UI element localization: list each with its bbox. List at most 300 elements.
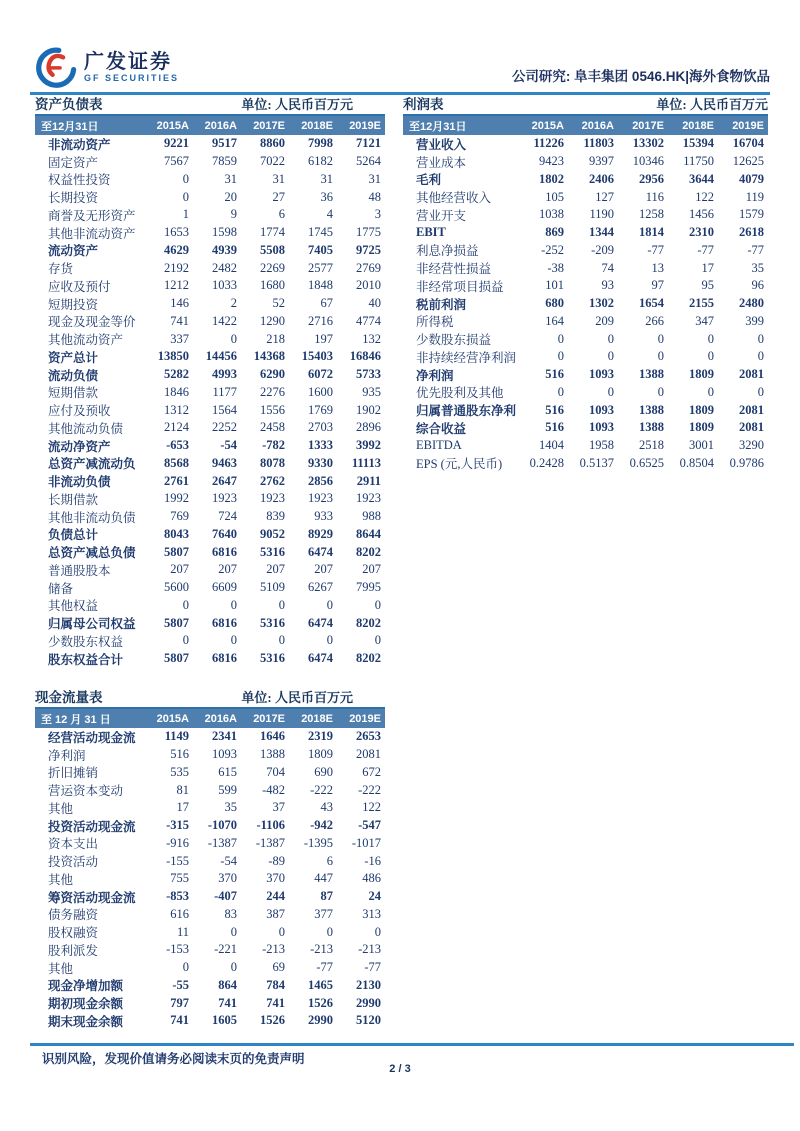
table-row [35, 906, 385, 924]
cell-value: 2480 [739, 296, 764, 311]
cell-value: 1093 [212, 747, 237, 762]
cell-value: 8043 [164, 526, 189, 541]
cell-value: 6072 [308, 367, 333, 382]
row-label: 非流动负债 [48, 475, 111, 490]
cell-value: 1769 [308, 402, 333, 417]
cell-value: 2618 [739, 225, 764, 240]
row-label: 归属母公司权益 [48, 617, 136, 632]
cell-value: 1290 [260, 313, 285, 328]
cell-value: 1923 [212, 491, 237, 506]
cell-value: 0 [657, 349, 664, 364]
cell-value: -482 [262, 782, 285, 797]
cell-value: 0 [707, 349, 714, 364]
cell-value: 0 [757, 349, 764, 364]
row-label: 资产总计 [48, 350, 99, 365]
cell-value: 1556 [260, 402, 285, 417]
table-row [403, 384, 768, 402]
table-row [35, 188, 385, 206]
column-header: 2015A [156, 119, 189, 132]
cell-value: 11226 [533, 136, 564, 151]
table-row [35, 650, 385, 668]
table-header-row [35, 709, 385, 728]
cell-value: -77 [364, 960, 381, 975]
cell-value: 116 [645, 189, 664, 204]
cell-value: 1149 [164, 729, 189, 744]
row-label: 其他权益 [48, 599, 99, 614]
cell-value: 1923 [356, 491, 381, 506]
cell-value: 516 [545, 367, 564, 382]
cell-value: 9052 [260, 526, 285, 541]
cell-value: 988 [362, 509, 381, 524]
cell-value: 87 [320, 889, 333, 904]
cell-value: 3992 [356, 438, 381, 453]
cell-value: 105 [545, 189, 564, 204]
cell-value: 0 [182, 597, 189, 612]
cell-value: -221 [214, 942, 237, 957]
cell-value: 5264 [356, 154, 381, 169]
cell-value: 6267 [308, 580, 333, 595]
cell-value: 5733 [356, 367, 381, 382]
cell-value: 1564 [212, 402, 237, 417]
cell-value: 0 [757, 331, 764, 346]
cell-value: 0 [230, 597, 237, 612]
cell-value: 741 [266, 995, 285, 1010]
row-label: 投资活动现金流 [48, 819, 136, 834]
row-label: 其他经营收入 [416, 191, 492, 206]
cell-value: 15403 [301, 349, 333, 364]
cell-value: 1923 [260, 491, 285, 506]
cell-value: 784 [266, 977, 285, 992]
cell-value: 1646 [260, 729, 285, 744]
cell-value: 1312 [164, 402, 189, 417]
table-row [35, 781, 385, 799]
column-header: 2019E [732, 119, 764, 132]
cell-value: -55 [172, 977, 189, 992]
table-row [35, 799, 385, 817]
cell-value: 0.2428 [529, 455, 564, 470]
cell-value: 11803 [583, 136, 614, 151]
cell-value: 0 [374, 924, 381, 939]
table-row [35, 597, 385, 615]
table-title: 资产负债表 [35, 97, 103, 112]
cell-value: 31 [320, 171, 333, 186]
cell-value: 0.6525 [629, 455, 664, 470]
cell-value: 7121 [356, 136, 381, 151]
cell-value: 31 [224, 171, 237, 186]
table-row [35, 206, 385, 224]
cell-value: 0 [657, 331, 664, 346]
cell-value: 81 [176, 782, 189, 797]
row-label: 总资产减总负债 [48, 546, 136, 561]
cell-value: 935 [362, 384, 381, 399]
cell-value: 17 [176, 800, 189, 815]
cell-value: 197 [314, 331, 333, 346]
row-label: 综合收益 [416, 421, 467, 436]
cell-value: 2124 [164, 420, 189, 435]
column-header: 2015A [531, 119, 564, 132]
cell-value: 8929 [308, 526, 333, 541]
cell-value: 704 [266, 764, 285, 779]
cell-value: 370 [266, 871, 285, 886]
cell-value: -1106 [256, 818, 285, 833]
cell-value: -213 [262, 942, 285, 957]
cell-value: 869 [545, 225, 564, 240]
cell-value: 1333 [308, 438, 333, 453]
table-row [35, 852, 385, 870]
table-body [35, 728, 385, 1030]
cell-value: 35 [224, 800, 237, 815]
cell-value: 2716 [308, 313, 333, 328]
table-row [35, 561, 385, 579]
cell-value: 6474 [308, 651, 333, 666]
table-row [35, 295, 385, 313]
table-row [35, 366, 385, 384]
cell-value: -77 [697, 242, 714, 257]
cell-value: 9330 [308, 455, 333, 470]
cell-value: -942 [310, 818, 333, 833]
cell-value: 74 [601, 260, 614, 275]
cell-value: 207 [362, 562, 381, 577]
cell-value: 2406 [589, 171, 614, 186]
cell-value: 9463 [212, 455, 237, 470]
table-row [403, 242, 768, 260]
row-label: 普通股股本 [48, 563, 111, 578]
row-label: 长期投资 [48, 191, 99, 206]
cell-value: 9517 [212, 136, 237, 151]
cell-value: 0 [374, 633, 381, 648]
row-label: 期初现金余额 [48, 997, 124, 1012]
cell-value: 1302 [589, 296, 614, 311]
cell-value: 1388 [639, 420, 664, 435]
table-row [35, 242, 385, 260]
cell-value: 864 [218, 977, 237, 992]
table-row [35, 472, 385, 490]
row-label: 营业收入 [416, 137, 467, 152]
cell-value: 347 [695, 313, 714, 328]
cell-value: 1809 [689, 420, 714, 435]
cell-value: 122 [362, 800, 381, 815]
cell-value: -407 [214, 889, 237, 904]
cell-value: 2081 [739, 420, 764, 435]
row-label: 优先股利及其他 [416, 386, 504, 401]
cell-value: 1177 [212, 384, 237, 399]
cell-value: 8202 [356, 615, 381, 630]
cell-value: -213 [358, 942, 381, 957]
table-row [403, 295, 768, 313]
cell-value: 2911 [356, 473, 381, 488]
table-row [403, 313, 768, 331]
cell-value: 0 [326, 633, 333, 648]
report-category-label: 公司研究: 阜丰集团 0546.HK|海外食物饮品 [511, 69, 770, 84]
cell-value: 2458 [260, 420, 285, 435]
cell-value: 1526 [308, 995, 333, 1010]
row-label: 非经常项目损益 [416, 279, 504, 294]
cell-value: 5807 [164, 651, 189, 666]
cell-value: 8644 [356, 526, 381, 541]
table-unit: 单位: 人民币百万元 [656, 97, 768, 112]
cell-value: 1775 [356, 225, 381, 240]
column-header: 2018E [682, 119, 714, 132]
cell-value: 31 [272, 171, 285, 186]
table-body [35, 135, 385, 668]
cell-value: 797 [170, 995, 189, 1010]
cell-value: 0 [278, 924, 285, 939]
table-row [35, 437, 385, 455]
cell-value: 0 [557, 349, 564, 364]
cell-value: 2155 [689, 296, 714, 311]
row-label: 其他流动负债 [48, 421, 124, 436]
cell-value: 2647 [212, 473, 237, 488]
cell-value: -782 [262, 438, 285, 453]
cell-value: 1600 [308, 384, 333, 399]
table-row [35, 579, 385, 597]
row-label: 经营活动现金流 [48, 730, 136, 745]
row-label: 营业成本 [416, 155, 467, 170]
cell-value: 9423 [539, 154, 564, 169]
row-label: 流动净资产 [48, 439, 111, 454]
cell-value: -89 [268, 853, 285, 868]
column-header: 2018E [301, 712, 333, 725]
table-row [403, 348, 768, 366]
cell-value: 12625 [732, 154, 764, 169]
cell-value: 313 [362, 906, 381, 921]
cell-value: 0.8504 [679, 455, 714, 470]
cell-value: 1846 [164, 384, 189, 399]
row-label: 资本支出 [48, 837, 99, 852]
cell-value: 209 [595, 313, 614, 328]
table-row [35, 941, 385, 959]
cell-value: 2990 [356, 995, 381, 1010]
cell-value: 1 [182, 207, 189, 222]
table-row [35, 171, 385, 189]
cell-value: 1598 [212, 225, 237, 240]
cell-value: 9 [230, 207, 237, 222]
cell-value: 27 [272, 189, 285, 204]
cell-value: 67 [320, 296, 333, 311]
row-label: 流动资产 [48, 244, 99, 259]
cell-value: 0 [374, 597, 381, 612]
cell-value: 83 [224, 906, 237, 921]
cell-value: 1653 [164, 225, 189, 240]
cell-value: -54 [220, 853, 237, 868]
cell-value: 9725 [356, 242, 381, 257]
page-header [30, 0, 770, 95]
cell-value: 5120 [356, 1013, 381, 1028]
table-row [403, 224, 768, 242]
cell-value: 15394 [682, 136, 714, 151]
row-label: 非流动资产 [48, 137, 111, 152]
cell-value: 0 [607, 349, 614, 364]
table-row [35, 384, 385, 402]
footer-disclaimer: 识别风险，发现价值请务必阅读末页的免责声明 [42, 1052, 305, 1066]
cell-value: 2990 [308, 1013, 333, 1028]
cell-value: 1465 [308, 977, 333, 992]
cell-value: 0 [230, 960, 237, 975]
cell-value: -155 [166, 853, 189, 868]
cell-value: 0 [607, 331, 614, 346]
row-label: 其他非流动负债 [48, 510, 136, 525]
cell-value: 3290 [739, 438, 764, 453]
cell-value: 0 [326, 597, 333, 612]
cell-value: 5807 [164, 544, 189, 559]
cell-value: 7405 [308, 242, 333, 257]
table-row [35, 455, 385, 473]
table-row [35, 526, 385, 544]
table-row [403, 401, 768, 419]
cell-value: 244 [266, 889, 285, 904]
table-row [35, 419, 385, 437]
cell-value: 387 [266, 906, 285, 921]
cell-value: 5807 [164, 615, 189, 630]
row-label: 归属普通股东净利 [416, 404, 517, 419]
row-label: 储备 [48, 581, 74, 596]
row-label: 税前利润 [416, 297, 467, 312]
cell-value: 7859 [212, 154, 237, 169]
table-row [403, 455, 768, 473]
table-title: 利润表 [403, 97, 444, 112]
cell-value: 127 [595, 189, 614, 204]
cell-value: 164 [545, 313, 564, 328]
cell-value: 24 [368, 889, 381, 904]
column-header: 2017E [253, 119, 285, 132]
row-label: 营业开支 [416, 208, 467, 223]
cell-value: 2518 [639, 438, 664, 453]
cell-value: 6816 [212, 651, 237, 666]
cell-value: 4079 [739, 171, 764, 186]
cell-value: 6609 [212, 580, 237, 595]
cell-value: 13 [651, 260, 664, 275]
table-row [35, 959, 385, 977]
cell-value: 96 [751, 278, 764, 293]
table-row [35, 313, 385, 331]
column-header: 2018E [301, 119, 333, 132]
income-statement-table [403, 97, 768, 472]
cell-value: 6 [278, 207, 285, 222]
cell-value: 4939 [212, 242, 237, 257]
cell-value: 218 [266, 331, 285, 346]
cell-value: 4774 [356, 313, 381, 328]
cell-value: 13850 [157, 349, 189, 364]
row-label: 固定资产 [48, 155, 99, 170]
cell-value: 1809 [689, 402, 714, 417]
cell-value: 724 [218, 509, 237, 524]
cell-value: 741 [170, 313, 189, 328]
row-label: 净利润 [416, 368, 454, 383]
cell-value: 13302 [632, 136, 664, 151]
cell-value: 8568 [164, 455, 189, 470]
row-label: 短期投资 [48, 297, 99, 312]
row-label: 应付及预收 [48, 404, 111, 419]
cell-value: 69 [272, 960, 285, 975]
date-header: 至12月31日 [409, 120, 467, 133]
cell-value: 2703 [308, 420, 333, 435]
column-header: 2016A [204, 712, 237, 725]
row-label: 非经营性损益 [416, 262, 492, 277]
cell-value: 9397 [589, 154, 614, 169]
table-body [403, 135, 768, 472]
table-row [35, 277, 385, 295]
row-label: EBITDA [416, 438, 462, 453]
cell-value: 40 [368, 296, 381, 311]
cell-value: 516 [170, 747, 189, 762]
row-label: EPS (元,人民币) [416, 457, 503, 472]
cell-value: 2 [230, 296, 237, 311]
cell-value: 5109 [260, 580, 285, 595]
cell-value: 0 [230, 331, 237, 346]
cell-value: 2310 [689, 225, 714, 240]
cell-value: 2192 [164, 260, 189, 275]
row-label: 少数股东损益 [416, 333, 492, 348]
cell-value: 486 [362, 871, 381, 886]
footer-divider [30, 1043, 794, 1046]
cell-value: 1958 [589, 438, 614, 453]
cell-value: 5316 [260, 651, 285, 666]
cell-value: 207 [218, 562, 237, 577]
cell-value: 43 [320, 800, 333, 815]
cell-value: 5316 [260, 544, 285, 559]
cell-value: 8202 [356, 544, 381, 559]
row-label: 其他非流动资产 [48, 226, 136, 241]
row-label: 股权融资 [48, 926, 99, 941]
cell-value: -38 [547, 260, 564, 275]
cell-value: 1526 [260, 1013, 285, 1028]
row-label: 其他 [48, 961, 74, 976]
cell-value: 4 [326, 207, 333, 222]
cell-value: -653 [166, 438, 189, 453]
cell-value: 7022 [260, 154, 285, 169]
cell-value: 14456 [205, 349, 237, 364]
table-caption [35, 690, 385, 709]
cell-value: -153 [166, 942, 189, 957]
cell-value: 11 [176, 924, 189, 939]
cell-value: 0 [707, 331, 714, 346]
cell-value: 52 [272, 296, 285, 311]
table-row [403, 437, 768, 455]
cell-value: 97 [651, 278, 664, 293]
cell-value: 93 [601, 278, 614, 293]
cell-value: 5316 [260, 615, 285, 630]
table-row [35, 543, 385, 561]
column-header: 2016A [581, 119, 614, 132]
table-header-row [35, 116, 385, 135]
cell-value: 1258 [639, 207, 664, 222]
row-label: 其他 [48, 872, 74, 887]
cell-value: 672 [362, 764, 381, 779]
date-header: 至12月31日 [41, 120, 99, 133]
cell-value: 1093 [589, 420, 614, 435]
cell-value: 95 [701, 278, 714, 293]
row-label: 应收及预付 [48, 279, 111, 294]
row-label: 投资活动 [48, 855, 99, 870]
cell-value: 2081 [739, 367, 764, 382]
cell-value: 11113 [351, 455, 381, 470]
cell-value: 1388 [639, 367, 664, 382]
cell-value: 36 [320, 189, 333, 204]
cell-value: 0 [182, 171, 189, 186]
table-row [35, 817, 385, 835]
cell-value: 7567 [164, 154, 189, 169]
row-label: 营运资本变动 [48, 784, 124, 799]
row-label: 总资产减流动负 [48, 457, 136, 472]
row-label: 净利润 [48, 748, 86, 763]
cell-value: 0 [182, 633, 189, 648]
table-row [403, 366, 768, 384]
table-row [35, 259, 385, 277]
row-label: 非持续经营净利润 [416, 350, 517, 365]
cell-value: 8860 [260, 136, 285, 151]
cell-value: 7998 [308, 136, 333, 151]
table-row [35, 977, 385, 995]
